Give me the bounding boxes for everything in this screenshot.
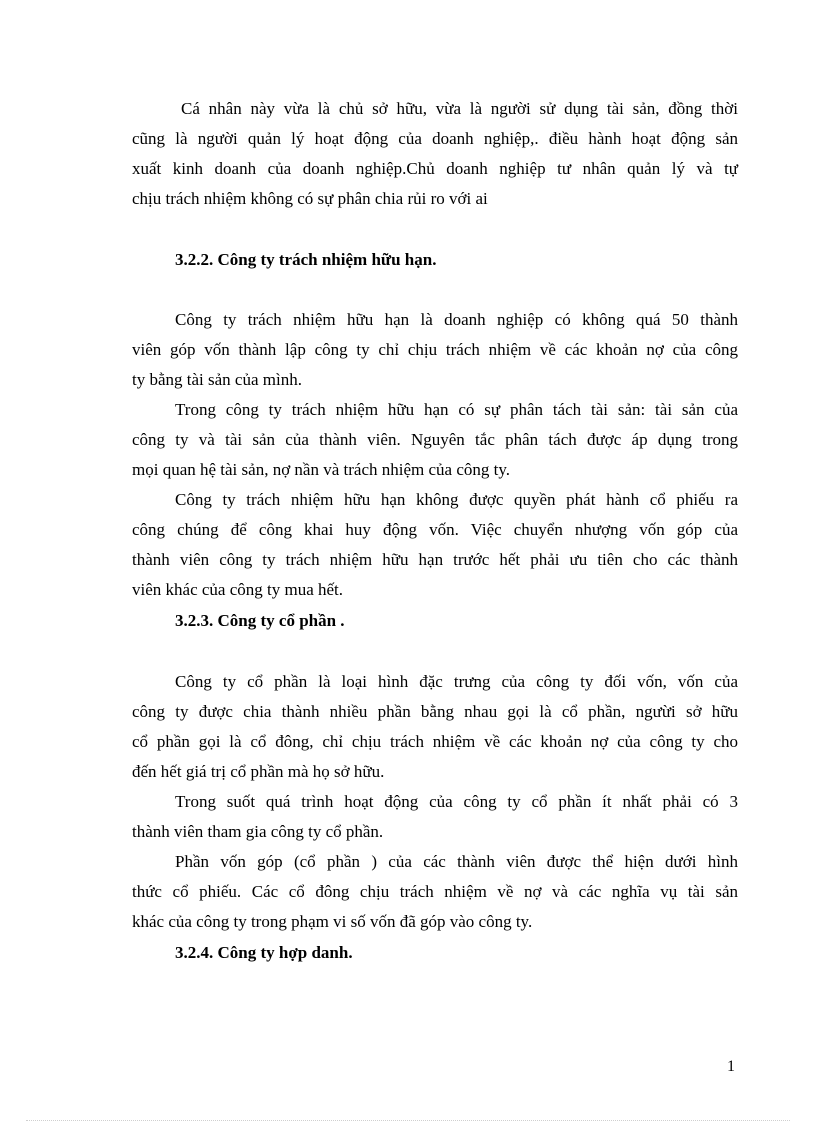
- paragraph-line: Phần vốn góp (cổ phần ) của các thành viên được thể hiện dưới hình: [175, 852, 738, 871]
- paragraph-line: chịu trách nhiệm không có sự phân chia rủi ro với ai: [132, 189, 488, 208]
- paragraph-line: viên khác của công ty mua hết.: [132, 580, 344, 599]
- paragraph-line: cũng là người quản lý hoạt động của doanh nghiệp,. điều hành hoạt động sản: [132, 129, 738, 148]
- paragraph-line: Công ty trách nhiệm hữu hạn không được quyền phát hành cổ phiếu ra: [175, 490, 738, 509]
- paragraph-line: công ty được chia thành nhiều phần bằng nhau gọi là cổ phần, ngưừi sở hữu: [132, 702, 738, 721]
- paragraph-line: ty bằng tài sản của mình.: [132, 370, 302, 389]
- paragraph-line: thức cổ phiếu. Các cổ đông chịu trách nhiệm về nợ và các nghĩa vụ tài sản: [132, 882, 738, 901]
- paragraph-line: Cá nhân này vừa là chủ sở hữu, vừa là người sử dụng tài sản, đồng thời: [181, 99, 738, 118]
- paragraph-line: mọi quan hệ tài sản, nợ nần và trách nhiệm của công ty.: [132, 460, 510, 479]
- paragraph-line: khác của công ty trong phạm vi số vốn đã góp vào công ty.: [132, 912, 533, 931]
- section-heading-3-2-4: 3.2.4. Công ty hợp danh.: [175, 943, 353, 962]
- paragraph-line: công ty và tài sản của thành viên. Nguyên tắc phân tách được áp dụng trong: [132, 430, 738, 449]
- paragraph-line: viên góp vốn thành lập công ty chỉ chịu trách nhiệm về các khoản nợ của công: [132, 340, 738, 359]
- section-heading-3-2-3: 3.2.3. Công ty cổ phần .: [175, 611, 345, 630]
- paragraph-line: thành viên tham gia công ty cổ phần.: [132, 822, 384, 841]
- paragraph-line: Công ty trách nhiệm hữu hạn là doanh nghiệp có không quá 50 thành: [175, 310, 738, 329]
- section-heading-3-2-2: 3.2.2. Công ty trách nhiệm hữu hạn.: [175, 250, 437, 269]
- paragraph-line: cổ phần gọi là cổ đông, chỉ chịu trách nhiệm về các khoản nợ của công ty cho: [132, 732, 738, 751]
- page-number: 1: [727, 1058, 735, 1075]
- paragraph-line: công chúng để công khai huy động vốn. Việc chuyển nhượng vốn góp của: [132, 520, 738, 539]
- paragraph-line: Trong công ty trách nhiệm hữu hạn có sự phân tách tài sản: tài sản của: [175, 400, 738, 419]
- paragraph-line: Trong suốt quá trình hoạt động của công ty cổ phần ít nhất phải có 3: [175, 792, 738, 811]
- paragraph-line: thành viên công ty trách nhiệm hữu hạn trước hết phải ưu tiên cho các thành: [132, 550, 738, 569]
- paragraph-line: đến hết giá trị cổ phần mà họ sở hữu.: [132, 762, 385, 781]
- page-bottom-divider: [26, 1120, 790, 1121]
- paragraph-line: Công ty cổ phần là loại hình đặc trưng của công ty đối vốn, vốn của: [175, 672, 738, 691]
- paragraph-line: xuất kinh doanh của doanh nghiệp.Chủ doanh nghiệp tư nhân quản lý và tự: [132, 159, 738, 178]
